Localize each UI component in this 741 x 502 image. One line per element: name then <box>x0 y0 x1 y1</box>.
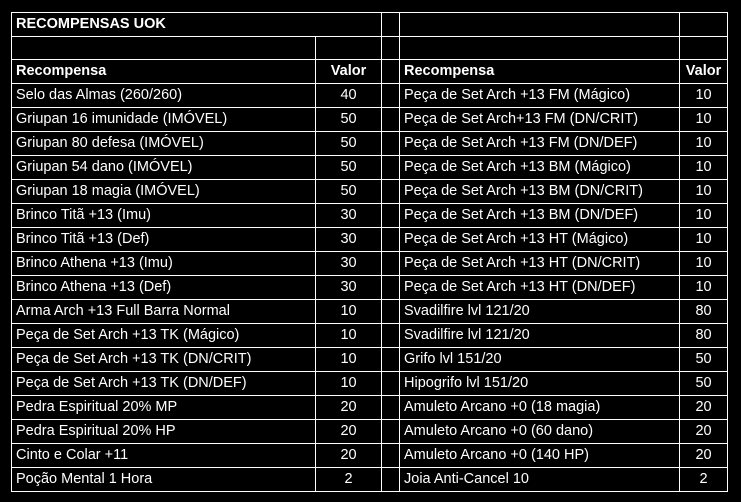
empty-cell <box>680 13 728 37</box>
reward-value-right: 80 <box>680 324 728 348</box>
reward-name-left: Cinto e Colar +11 <box>12 444 316 468</box>
reward-value-left: 20 <box>316 420 382 444</box>
reward-name-left: Griupan 54 dano (IMÓVEL) <box>12 156 316 180</box>
reward-value-left: 2 <box>316 468 382 492</box>
reward-name-right: Grifo lvl 151/20 <box>400 348 680 372</box>
table-title: RECOMPENSAS UOK <box>12 13 382 37</box>
gap-cell <box>382 372 400 396</box>
reward-value-right: 10 <box>680 276 728 300</box>
reward-name-right: Svadilfire lvl 121/20 <box>400 324 680 348</box>
reward-value-right: 10 <box>680 180 728 204</box>
gap-cell <box>382 84 400 108</box>
gap-cell <box>382 108 400 132</box>
gap-cell <box>382 444 400 468</box>
reward-value-left: 20 <box>316 444 382 468</box>
table-row <box>12 84 728 108</box>
table-row <box>12 420 728 444</box>
reward-value-right: 10 <box>680 228 728 252</box>
empty-cell <box>680 37 728 60</box>
gap-cell <box>382 276 400 300</box>
reward-name-left: Brinco Athena +13 (Def) <box>12 276 316 300</box>
reward-name-left: Griupan 80 defesa (IMÓVEL) <box>12 132 316 156</box>
reward-value-right: 10 <box>680 132 728 156</box>
table-row <box>12 228 728 252</box>
reward-name-left: Peça de Set Arch +13 TK (DN/CRIT) <box>12 348 316 372</box>
reward-name-left: Peça de Set Arch +13 TK (Mágico) <box>12 324 316 348</box>
reward-name-left: Selo das Almas (260/260) <box>12 84 316 108</box>
reward-value-right: 20 <box>680 444 728 468</box>
gap-cell <box>382 300 400 324</box>
column-header-reward-right: Recompensa <box>400 60 680 84</box>
table-row <box>12 276 728 300</box>
table-row <box>12 156 728 180</box>
table-row <box>12 372 728 396</box>
reward-name-left: Pedra Espiritual 20% MP <box>12 396 316 420</box>
gap-cell <box>382 156 400 180</box>
gap-cell <box>382 132 400 156</box>
reward-value-right: 50 <box>680 348 728 372</box>
gap-cell <box>382 37 400 60</box>
table-row <box>12 324 728 348</box>
reward-value-left: 10 <box>316 300 382 324</box>
reward-name-right: Amuleto Arcano +0 (18 magia) <box>400 396 680 420</box>
reward-value-left: 10 <box>316 372 382 396</box>
reward-name-left: Pedra Espiritual 20% HP <box>12 420 316 444</box>
table-row <box>12 348 728 372</box>
table-row <box>12 396 728 420</box>
reward-name-right: Peça de Set Arch +13 HT (DN/CRIT) <box>400 252 680 276</box>
gap-cell <box>382 396 400 420</box>
reward-value-left: 30 <box>316 204 382 228</box>
gap-cell <box>382 252 400 276</box>
reward-value-right: 50 <box>680 372 728 396</box>
reward-value-right: 20 <box>680 396 728 420</box>
table-row <box>12 132 728 156</box>
empty-cell <box>400 37 680 60</box>
reward-name-right: Amuleto Arcano +0 (140 HP) <box>400 444 680 468</box>
reward-value-left: 10 <box>316 348 382 372</box>
reward-value-left: 50 <box>316 108 382 132</box>
table-row <box>12 180 728 204</box>
reward-value-right: 10 <box>680 252 728 276</box>
reward-name-right: Svadilfire lvl 121/20 <box>400 300 680 324</box>
table-row <box>12 444 728 468</box>
reward-value-right: 10 <box>680 156 728 180</box>
reward-value-left: 50 <box>316 132 382 156</box>
reward-name-left: Peça de Set Arch +13 TK (DN/DEF) <box>12 372 316 396</box>
reward-value-right: 10 <box>680 84 728 108</box>
reward-value-left: 30 <box>316 252 382 276</box>
reward-name-left: Griupan 16 imunidade (IMÓVEL) <box>12 108 316 132</box>
table-row <box>12 300 728 324</box>
gap-cell <box>382 13 400 37</box>
reward-name-right: Peça de Set Arch +13 HT (Mágico) <box>400 228 680 252</box>
table-row <box>12 108 728 132</box>
reward-name-right: Hipogrifo lvl 151/20 <box>400 372 680 396</box>
gap-cell <box>382 228 400 252</box>
reward-value-right: 2 <box>680 468 728 492</box>
table-row <box>12 204 728 228</box>
reward-name-left: Griupan 18 magia (IMÓVEL) <box>12 180 316 204</box>
reward-name-left: Brinco Athena +13 (Imu) <box>12 252 316 276</box>
reward-name-right: Peça de Set Arch +13 FM (DN/DEF) <box>400 132 680 156</box>
column-header-value-right: Valor <box>680 60 728 84</box>
column-header-reward-left: Recompensa <box>12 60 316 84</box>
reward-name-left: Brinco Titã +13 (Imu) <box>12 204 316 228</box>
reward-value-right: 20 <box>680 420 728 444</box>
reward-value-right: 80 <box>680 300 728 324</box>
reward-name-right: Joia Anti-Cancel 10 <box>400 468 680 492</box>
reward-name-left: Brinco Titã +13 (Def) <box>12 228 316 252</box>
header-row <box>12 60 728 84</box>
rewards-table <box>11 12 728 492</box>
reward-name-right: Peça de Set Arch +13 BM (DN/DEF) <box>400 204 680 228</box>
column-header-value-left: Valor <box>316 60 382 84</box>
table-row <box>12 468 728 492</box>
gap-cell <box>382 60 400 84</box>
reward-value-left: 50 <box>316 156 382 180</box>
reward-value-left: 40 <box>316 84 382 108</box>
table-row <box>12 252 728 276</box>
reward-value-left: 30 <box>316 228 382 252</box>
reward-value-left: 10 <box>316 324 382 348</box>
reward-value-left: 20 <box>316 396 382 420</box>
reward-value-right: 10 <box>680 204 728 228</box>
reward-name-right: Peça de Set Arch +13 HT (DN/DEF) <box>400 276 680 300</box>
blank-row <box>12 37 728 60</box>
empty-cell <box>316 37 382 60</box>
title-row <box>12 13 728 37</box>
empty-cell <box>400 13 680 37</box>
gap-cell <box>382 348 400 372</box>
reward-name-right: Peça de Set Arch+13 FM (DN/CRIT) <box>400 108 680 132</box>
empty-cell <box>12 37 316 60</box>
gap-cell <box>382 420 400 444</box>
reward-name-right: Peça de Set Arch +13 FM (Mágico) <box>400 84 680 108</box>
reward-name-right: Amuleto Arcano +0 (60 dano) <box>400 420 680 444</box>
gap-cell <box>382 180 400 204</box>
reward-name-right: Peça de Set Arch +13 BM (Mágico) <box>400 156 680 180</box>
reward-name-right: Peça de Set Arch +13 BM (DN/CRIT) <box>400 180 680 204</box>
reward-value-right: 10 <box>680 108 728 132</box>
reward-name-left: Arma Arch +13 Full Barra Normal <box>12 300 316 324</box>
gap-cell <box>382 324 400 348</box>
reward-value-left: 50 <box>316 180 382 204</box>
rewards-table-body <box>12 13 728 492</box>
reward-value-left: 30 <box>316 276 382 300</box>
gap-cell <box>382 204 400 228</box>
gap-cell <box>382 468 400 492</box>
reward-name-left: Poção Mental 1 Hora <box>12 468 316 492</box>
